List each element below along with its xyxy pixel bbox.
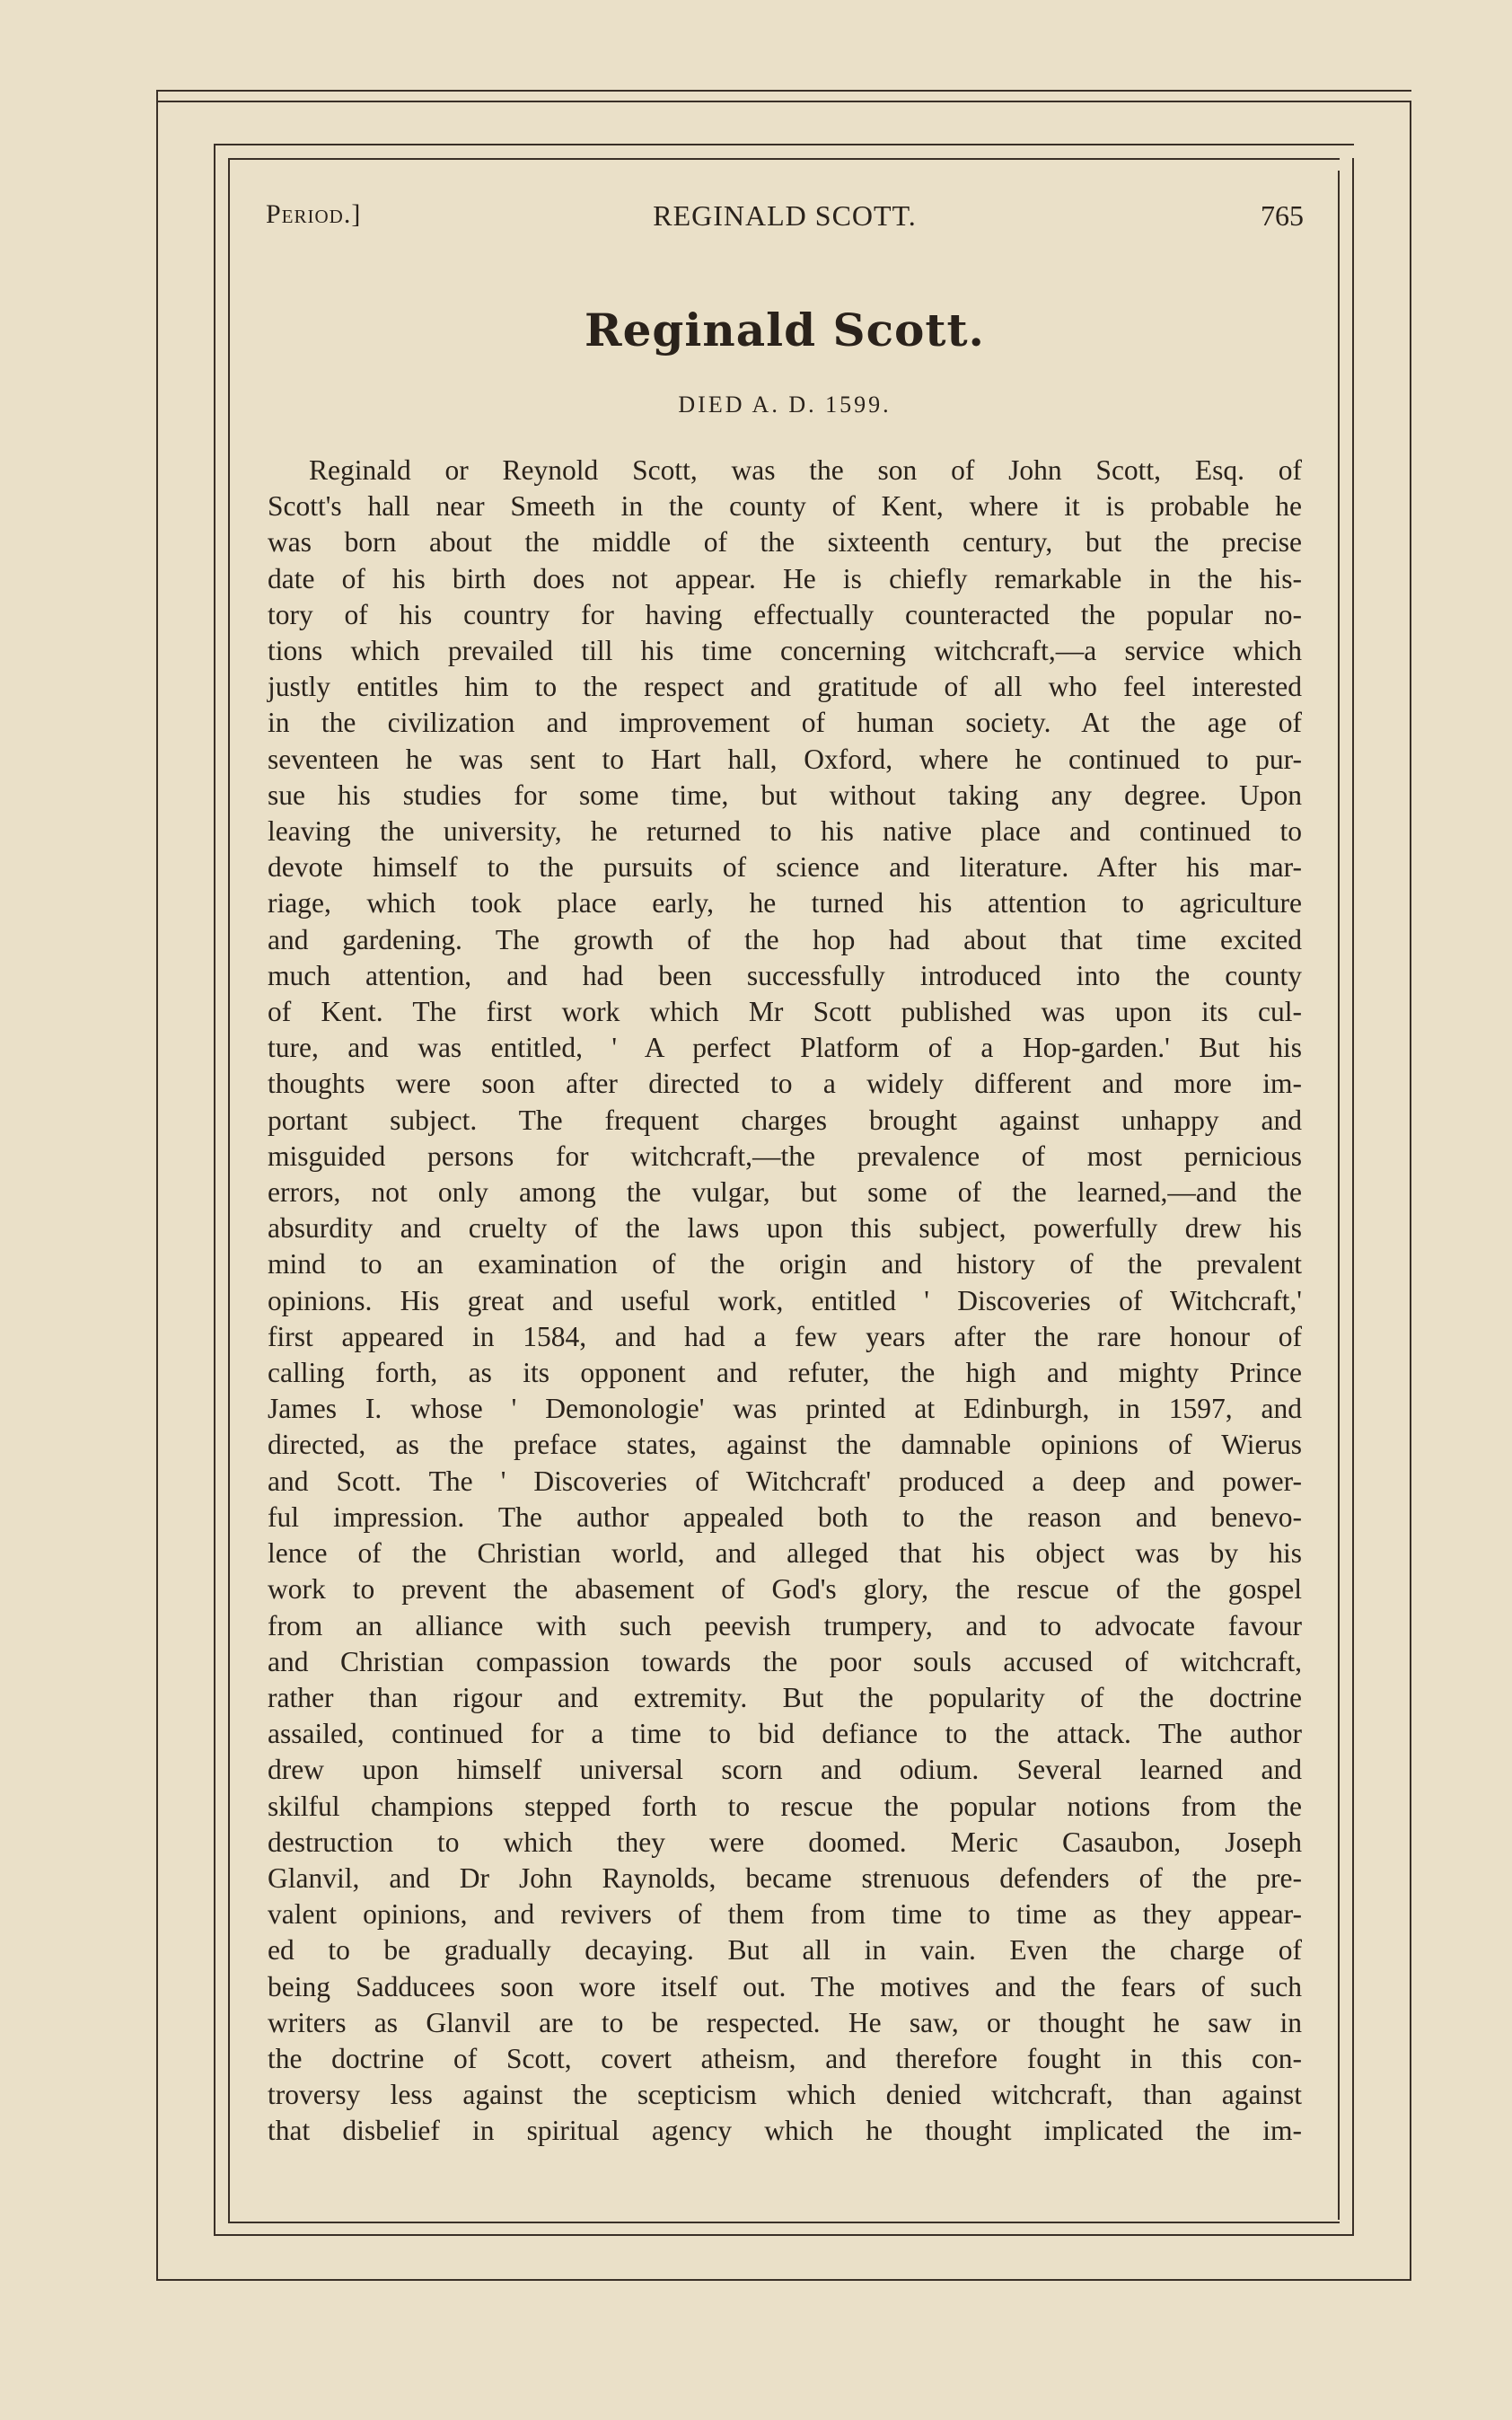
body-line: troversy less against the scepticism which denied witchcraft, than against xyxy=(268,2079,1302,2111)
body-line: much attention, and had been successfully introduced into the county xyxy=(268,959,1302,991)
body-line: absurdity and cruelty of the laws upon this subject, powerfully drew his xyxy=(268,1212,1302,1245)
inner-rule-top-2 xyxy=(228,158,1340,160)
body-line: opinions. His great and useful work, entitled ' Discoveries of Witchcraft,' xyxy=(268,1284,1302,1316)
page-number: 765 xyxy=(1261,199,1304,232)
inner-rule-top xyxy=(214,144,1354,145)
body-line: justly entitles him to the respect and gratitude of all who feel interested xyxy=(268,671,1302,703)
body-line: devote himself to the pursuits of science and literature. After his mar- xyxy=(268,851,1302,884)
body-line: errors, not only among the vulgar, but some of the learned,—and the xyxy=(268,1176,1302,1209)
body-line: riage, which took place early, he turned his attention to agriculture xyxy=(268,887,1302,920)
article-title: Reginald Scott. xyxy=(585,304,985,356)
outer-rule-top xyxy=(156,90,1411,92)
outer-rule-left xyxy=(156,90,158,2281)
body-line: Scott's hall near Smeeth in the county of Kent, where it is probable he xyxy=(268,490,1302,523)
header-title: REGINALD SCOTT. xyxy=(653,199,917,232)
inner-rule-left xyxy=(214,144,215,2236)
body-line: writers as Glanvil are to be respected. He saw, or thought he saw in xyxy=(268,2006,1302,2038)
body-line: ful impression. The author appealed both to the reason and benevo- xyxy=(268,1500,1302,1533)
body-line: was born about the middle of the sixteenth century, but the precise xyxy=(268,526,1302,559)
body-line: Reginald or Reynold Scott, was the son of John Scott, Esq. of xyxy=(309,454,1302,486)
body-line: the doctrine of Scott, covert atheism, and therefore fought in this con- xyxy=(268,2042,1302,2074)
body-line: tory of his country for having effectually counteracted the popular no- xyxy=(268,598,1302,630)
body-line: Glanvil, and Dr John Raynolds, became strenuous defenders of the pre- xyxy=(268,1861,1302,1894)
body-line: calling forth, as its opponent and refuter, the high and mighty Prince xyxy=(268,1357,1302,1389)
body-line: sue his studies for some time, but without taking any degree. Upon xyxy=(268,779,1302,811)
body-line: portant subject. The frequent charges brought against unhappy and xyxy=(268,1104,1302,1136)
body-line: first appeared in 1584, and had a few years after the rare honour of xyxy=(268,1320,1302,1352)
body-line: and gardening. The growth of the hop had about that time excited xyxy=(268,923,1302,955)
body-line: lence of the Christian world, and alleged that his object was by his xyxy=(268,1537,1302,1570)
body-line: that disbelief in spiritual agency which he thought implicated the im- xyxy=(268,2115,1302,2147)
body-line: valent opinions, and revivers of them from time to time as they appear- xyxy=(268,1898,1302,1931)
body-line: and Christian compassion towards the poor souls accused of witchcraft, xyxy=(268,1645,1302,1677)
inner-rule-bottom-2 xyxy=(214,2234,1354,2236)
body-line: misguided persons for witchcraft,—the prevalence of most pernicious xyxy=(268,1140,1302,1172)
body-line: date of his birth does not appear. He is chiefly remarkable in the his- xyxy=(268,562,1302,594)
body-line: thoughts were soon after directed to a widely different and more im- xyxy=(268,1068,1302,1100)
body-line: being Sadducees soon wore itself out. The motives and the fears of such xyxy=(268,1970,1302,2002)
body-line: from an alliance with such peevish trumpery, and to advocate favour xyxy=(268,1609,1302,1641)
body-line: rather than rigour and extremity. But the popularity of the doctrine xyxy=(268,1681,1302,1713)
inner-rule-right xyxy=(1352,158,1354,2236)
body-line: directed, as the preface states, against the damnable opinions of Wierus xyxy=(268,1429,1302,1461)
body-line: mind to an examination of the origin and history of the prevalent xyxy=(268,1248,1302,1280)
body-line: ed to be gradually decaying. But all in vain. Even the charge of xyxy=(268,1934,1302,1967)
outer-rule-right xyxy=(1410,101,1411,2281)
body-line: ture, and was entitled, ' A perfect Platform of a Hop-garden.' But his xyxy=(268,1032,1302,1064)
article-subtitle: DIED A. D. 1599. xyxy=(678,392,892,418)
outer-rule-bottom xyxy=(156,2279,1411,2281)
inner-rule-right-2 xyxy=(1338,171,1340,2220)
outer-rule-top-shadow xyxy=(158,101,1411,102)
body-line: leaving the university, he returned to his native place and continued to xyxy=(268,815,1302,848)
inner-rule-bottom xyxy=(228,2222,1340,2223)
inner-rule-left-2 xyxy=(228,158,230,2222)
body-line: drew upon himself universal scorn and odium. Several learned and xyxy=(268,1754,1302,1786)
running-header xyxy=(266,199,1304,244)
body-line: work to prevent the abasement of God's glory, the rescue of the gospel xyxy=(268,1573,1302,1606)
body-line: James I. whose ' Demonologie' was printed at Edinburgh, in 1597, and xyxy=(268,1393,1302,1425)
body-line: seventeen he was sent to Hart hall, Oxford, where he continued to pur- xyxy=(268,743,1302,775)
body-line: and Scott. The ' Discoveries of Witchcraft' produced a deep and power- xyxy=(268,1465,1302,1497)
body-line: tions which prevailed till his time concerning witchcraft,—a service which xyxy=(268,635,1302,667)
body-line: destruction to which they were doomed. Meric Casaubon, Joseph xyxy=(268,1826,1302,1858)
body-line: skilful champions stepped forth to rescue the popular notions from the xyxy=(268,1790,1302,1822)
article-body xyxy=(268,453,1302,2150)
body-line: assailed, continued for a time to bid defiance to the attack. The author xyxy=(268,1718,1302,1750)
body-line: of Kent. The first work which Mr Scott published was upon its cul- xyxy=(268,996,1302,1028)
header-period: Period.] xyxy=(266,199,362,229)
body-line: in the civilization and improvement of human society. At the age of xyxy=(268,707,1302,739)
